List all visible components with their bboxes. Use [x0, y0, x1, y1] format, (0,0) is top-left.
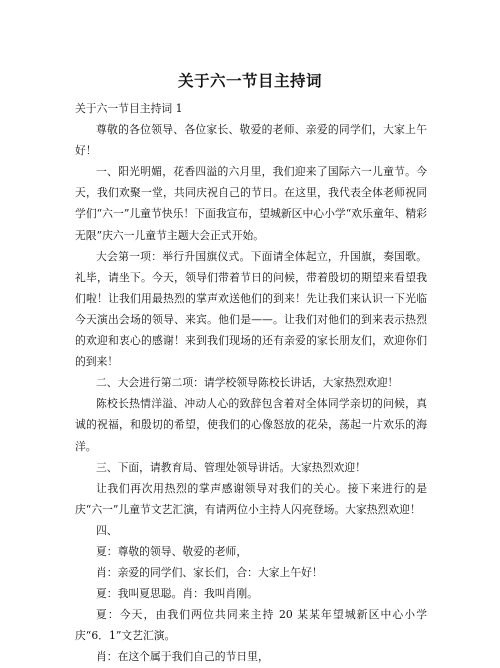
paragraph-greeting: 尊敬的各位领导、各位家长、敬爱的老师、亲爱的同学们，大家上午好！ — [75, 123, 427, 158]
paragraph-principal-speech: 陈校长热情洋溢、冲动人心的致辞包含着对全体同学亲切的问候，真诚的祝福，和殷切的希望，使我们的心像怒放的花朵，荡起一片欢乐的海洋。 — [75, 397, 427, 453]
document-body — [75, 98, 427, 668]
paragraph-dialogue-line: 肖：亲爱的同学们、家长们，合：大家上午好！ — [96, 566, 323, 580]
paragraph-dialogue-line: 夏：我叫夏思聪。肖：我叫肖刚。 — [96, 587, 258, 601]
paragraph-dialogue-line: 夏：今天，由我们两位共同来主持 20 某某年望城新区中心小学庆“6．1”文艺汇演。 — [75, 608, 427, 643]
paragraph-item-four: 四、 — [96, 523, 118, 537]
paragraph-item-two: 二、大会进行第二项：请学校领导陈校长讲话，大家热烈欢迎！ — [96, 376, 399, 390]
paragraph-opening: 一、阳光明媚，花香四溢的六月里，我们迎来了国际六一儿童节。今天，我们欢聚一堂，共同庆祝自己的节日。在这里，我代表全体老师祝同学们“六一”儿童节快乐！下面我宣布，望城新区中心小学“欢乐童年、精彩无限”庆六一儿童节主题大会正式开始。 — [75, 165, 427, 242]
paragraph-dialogue-line: 肖：在这个属于我们自己的节日里， — [96, 650, 269, 664]
paragraph-dialogue-line: 夏：尊敬的领导、敬爱的老师， — [96, 544, 248, 558]
paragraph-section-heading: 关于六一节目主持词 1 — [75, 102, 183, 115]
document-title: 关于六一节目主持词 — [177, 72, 322, 90]
paragraph-item-three: 三、下面，请教育局、管理处领导讲话。大家热烈欢迎！ — [96, 460, 366, 474]
paragraph-flag-ceremony: 大会第一项：举行升国旗仪式。下面请全体起立，升国旗，奏国歌。礼毕，请坐下。今天，领导们带着节日的问候，带着殷切的期望来看望我们啦！让我们用最热烈的掌声欢送他们的到来！先让我们来认识一下光临今天演出会场的领导、来宾。他们是——。让我们对他们的到来表示热烈的欢迎和衷心的感谢！来到我们现场的还有亲爱的家长朋友们，欢迎你们的到来！ — [75, 249, 427, 369]
paragraph-performance-intro: 让我们再次用热烈的掌声感谢领导对我们的关心。接下来进行的是庆“六一”儿童节文艺汇演，有请两位小主持人闪亮登场。大家热烈欢迎！ — [75, 481, 427, 516]
